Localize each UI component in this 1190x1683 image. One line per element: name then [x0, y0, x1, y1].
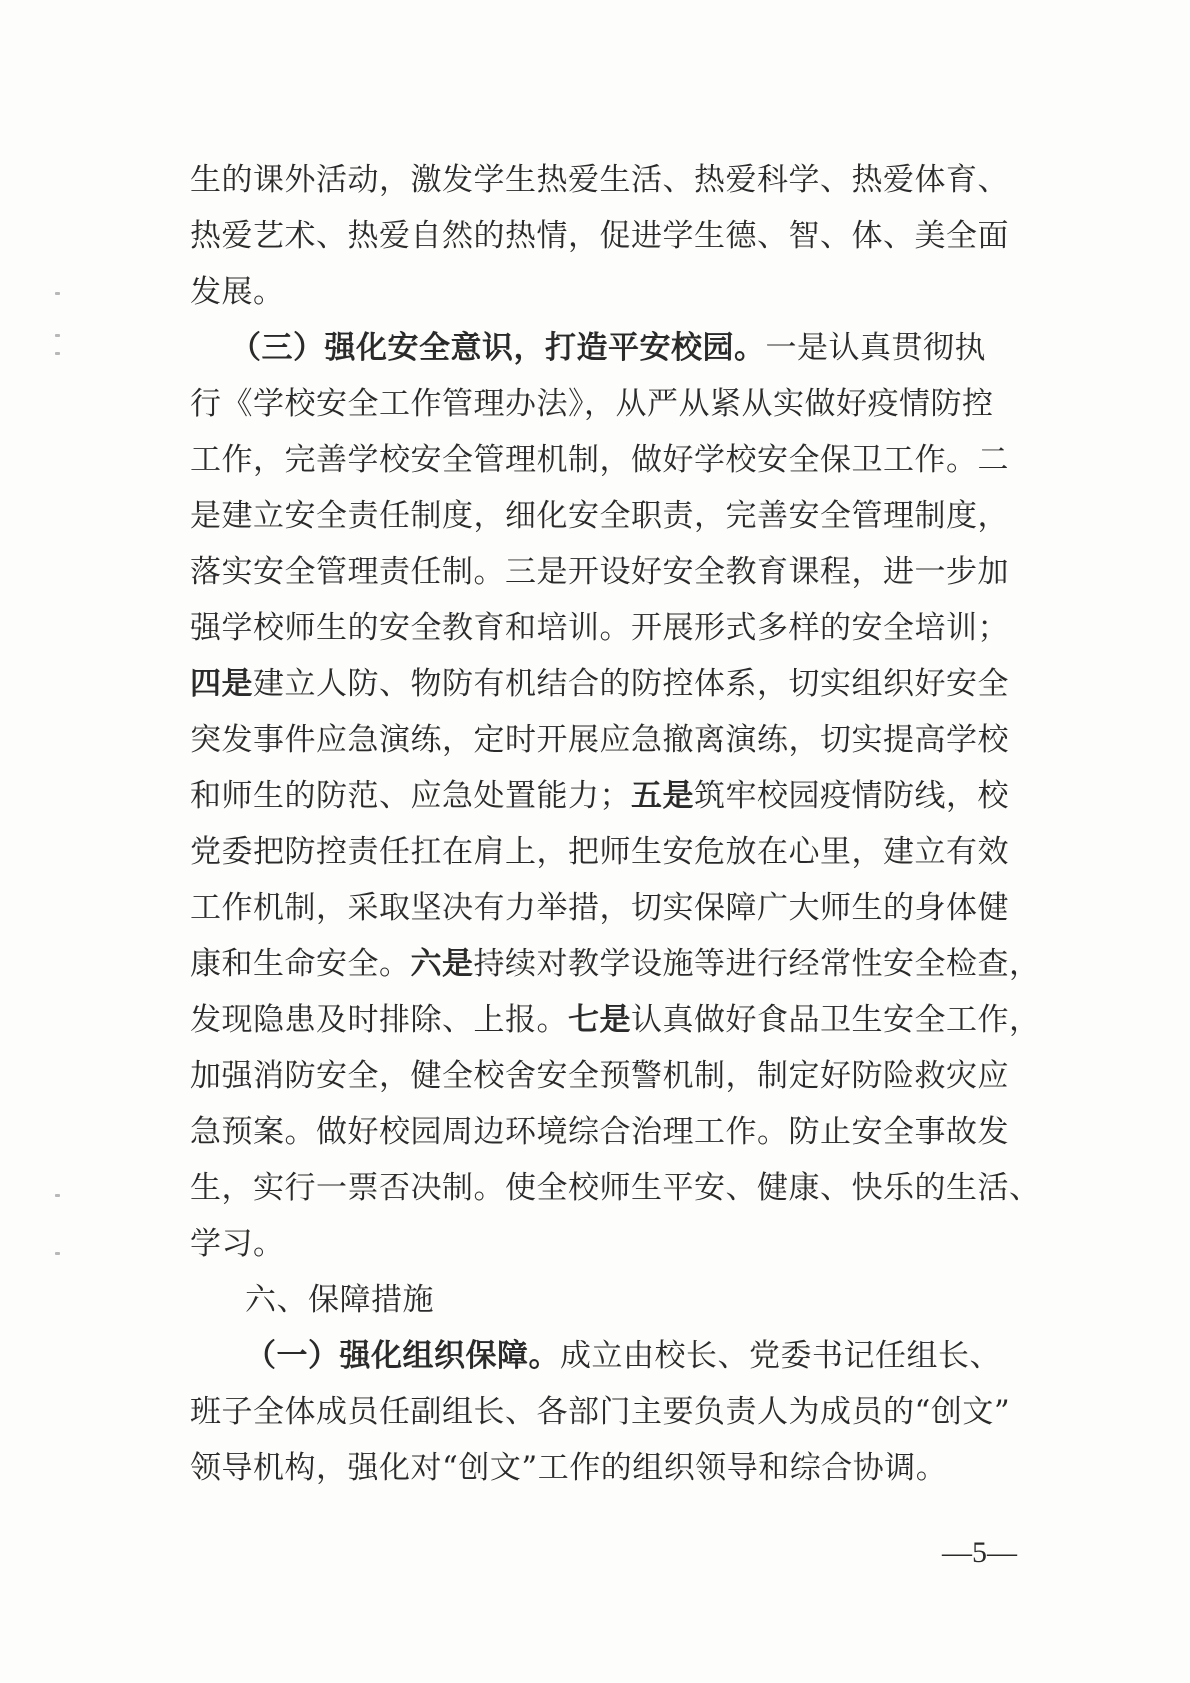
text-line: 强学校师生的安全教育和培训。开展形式多样的安全培训；: [190, 610, 1009, 646]
page-number: —5—: [942, 1536, 1017, 1569]
scan-mark: [55, 1194, 60, 1197]
paragraph-first-line: [245, 1334, 1001, 1378]
scan-mark: [55, 292, 60, 295]
text-span: 和师生的防范、应急处置能力；: [190, 778, 631, 814]
text-span: 持续对教学设施等进行经常性安全检查，: [473, 946, 1041, 982]
text-line: 工作，完善学校安全管理机制，做好学校安全保卫工作。二: [190, 442, 1009, 478]
text-line: 学习。: [190, 1226, 285, 1262]
text-line: 党委把防控责任扛在肩上，把师生安危放在心里，建立有效: [190, 834, 1009, 870]
paragraph-first-line: [230, 326, 986, 370]
scan-mark: [55, 334, 60, 337]
text-span: 成立由校长、党委书记任组长、: [560, 1338, 1001, 1374]
item-marker: 七是: [568, 1002, 631, 1038]
item-marker: 四是: [190, 666, 253, 702]
text-line: 班子全体成员任副组长、各部门主要负责人为成员的“创文”: [190, 1394, 1011, 1430]
text-line: [190, 998, 1041, 1042]
text-line: 生，实行一票否决制。使全校师生平安、健康、快乐的生活、: [190, 1170, 1041, 1206]
text-line: 生的课外活动，激发学生热爱生活、热爱科学、热爱体育、: [190, 162, 1009, 198]
text-line: [190, 662, 1009, 706]
subheading: （一）强化组织保障。: [245, 1338, 560, 1374]
text-line: 热爱艺术、热爱自然的热情，促进学生德、智、体、美全面: [190, 218, 1009, 254]
text-span: 筑牢校园疫情防线，校: [694, 778, 1009, 814]
scan-mark: [55, 352, 60, 355]
item-marker: 五是: [631, 778, 694, 814]
text-line: [190, 942, 1041, 986]
text-line: 加强消防安全，健全校舍安全预警机制，制定好防险救灾应: [190, 1058, 1009, 1094]
item-marker: 六是: [410, 946, 474, 982]
text-span: 康和生命安全。: [190, 946, 411, 982]
text-line: 突发事件应急演练，定时开展应急撤离演练，切实提高学校: [190, 722, 1009, 758]
text-line: 领导机构，强化对“创文”工作的组织领导和综合协调。: [190, 1450, 948, 1486]
text-span: 一是认真贯彻执: [765, 330, 986, 366]
subheading: （三）强化安全意识，打造平安校园。: [230, 330, 766, 366]
text-line: 是建立安全责任制度，细化安全职责，完善安全管理制度，: [190, 498, 1009, 534]
text-line: 急预案。做好校园周边环境综合治理工作。防止安全事故发: [190, 1114, 1009, 1150]
text-span: 建立人防、物防有机结合的防控体系，切实组织好安全: [253, 666, 1009, 702]
text-span: 发现隐患及时排除、上报。: [190, 1002, 568, 1038]
text-line: 落实安全管理责任制。三是开设好安全教育课程，进一步加: [190, 554, 1009, 590]
section-heading: 六、保障措施: [245, 1282, 434, 1318]
scan-mark: [55, 1252, 60, 1255]
text-span: 认真做好食品卫生安全工作，: [631, 1002, 1041, 1038]
text-line: 工作机制，采取坚决有力举措，切实保障广大师生的身体健: [190, 890, 1009, 926]
text-line: 行《学校安全工作管理办法》，从严从紧从实做好疫情防控: [190, 386, 994, 422]
text-line: 发展。: [190, 274, 285, 310]
text-line: [190, 774, 1009, 818]
